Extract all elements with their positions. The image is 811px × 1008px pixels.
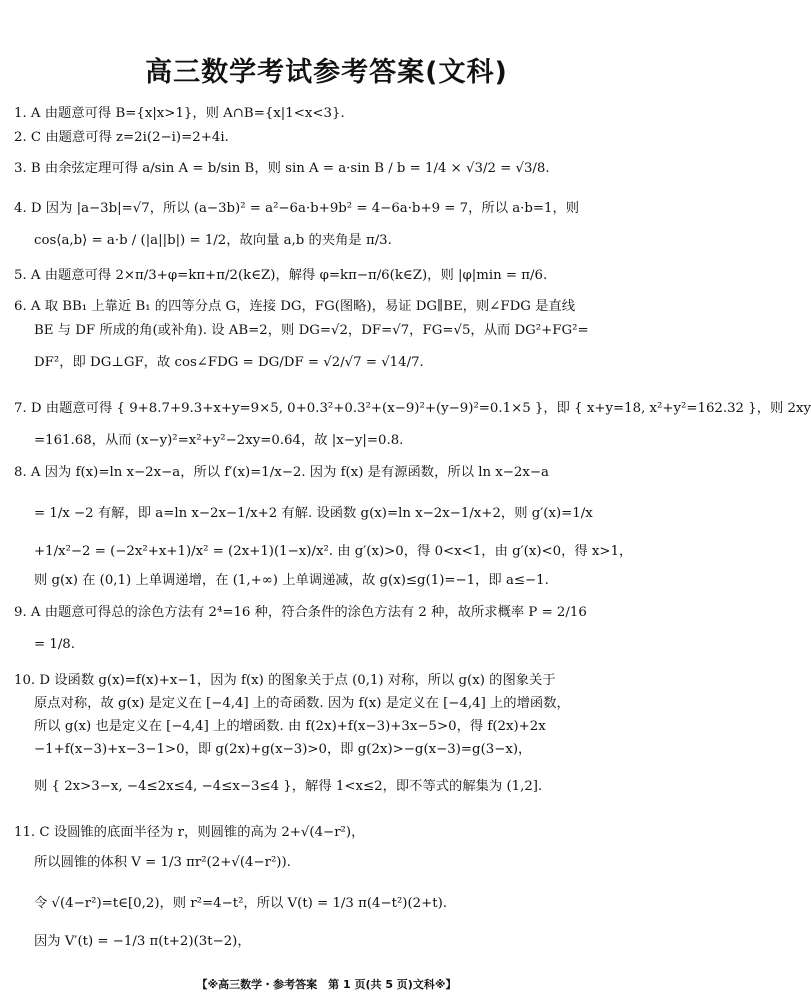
answer-line-q6b: BE 与 DF 所成的角(或补角). 设 AB=2，则 DG=√2，DF=√7，FG=√5，从而 DG²+FG²= [34,323,589,338]
answer-line-q10b: 原点对称，故 g(x) 是定义在 [−4,4] 上的奇函数. 因为 f(x) 是定义在 [−4,4] 上的增函数， [34,696,570,711]
answer-line-q4b: cos⟨a,b⟩ = a·b / (|a||b|) = 1/2，故向量 a,b 的夹角是 π/3. [34,233,392,248]
answer-line-q1: 1. A 由题意可得 B={x|x>1}，则 A∩B={x|1<x<3}. [14,106,345,121]
answer-line-q11c: 令 √(4−r²)=t∈[0,2)，则 r²=4−t²，所以 V(t) = 1/3 π(4−t²)(2+t). [34,896,448,911]
page-footer: 【※高三数学・参考答案 第 1 页(共 5 页)文科※】 [196,978,457,991]
answer-line-q9b: = 1/8. [34,637,75,652]
answer-line-q10d: −1+f(x−3)+x−3−1>0，即 g(2x)+g(x−3)>0，即 g(2x)>−g(x−3)=g(3−x)， [34,742,532,757]
answer-line-q11a: 11. C 设圆锥的底面半径为 r，则圆锥的高为 2+√(4−r²)， [14,825,365,840]
answer-line-q6a: 6. A 取 BB₁ 上靠近 B₁ 的四等分点 G，连接 DG，FG(图略)，易证 DG∥BE，则∠FDG 是直线 [14,299,576,314]
answer-line-q10e: 则 { 2x>3−x, −4≤2x≤4, −4≤x−3≤4 }，解得 1<x≤2，即不等式的解集为 (1,2]. [34,779,543,794]
answer-line-q7b: =161.68，从而 (x−y)²=x²+y²−2xy=0.64，故 |x−y|=0.8. [34,433,404,448]
answer-line-q10a: 10. D 设函数 g(x)=f(x)+x−1，因为 f(x) 的图象关于点 (0,1) 对称，所以 g(x) 的图象关于 [14,673,556,688]
answer-line-q8c: +1/x²−2 = (−2x²+x+1)/x² = (2x+1)(1−x)/x². 由 g′(x)>0，得 0<x<1，由 g′(x)<0，得 x>1， [34,544,633,559]
answer-line-q4a: 4. D 因为 |a−3b|=√7，所以 (a−3b)² = a²−6a·b+9b² = 4−6a·b+9 = 7，所以 a·b=1，则 [14,201,580,216]
answer-line-q6c: DF²，即 DG⊥GF，故 cos∠FDG = DG/DF = √2/√7 = √14/7. [34,355,424,370]
answer-line-q8b: = 1/x −2 有解，即 a=ln x−2x−1/x+2 有解. 设函数 g(x)=ln x−2x−1/x+2，则 g′(x)=1/x [34,506,593,521]
answer-line-q7a: 7. D 由题意可得 { 9+8.7+9.3+x+y=9×5, 0+0.3²+0.3²+(x−9)²+(y−9)²=0.1×5 }，即 { x+y=18, x²+y²=162.32 }，则 2xy [14,401,811,416]
page-title: 高三数学考试参考答案(文科) [145,57,508,88]
answer-line-q9a: 9. A 由题意可得总的涂色方法有 2⁴=16 种，符合条件的涂色方法有 2 种，故所求概率 P = 2/16 [14,605,587,620]
answer-line-q8d: 则 g(x) 在 (0,1) 上单调递增，在 (1,+∞) 上单调递减，故 g(x)≤g(1)=−1，即 a≤−1. [34,573,549,588]
answer-line-q11d: 因为 V′(t) = −1/3 π(t+2)(3t−2)， [34,934,251,949]
answer-line-q10c: 所以 g(x) 也是定义在 [−4,4] 上的增函数. 由 f(2x)+f(x−3)+3x−5>0，得 f(2x)+2x [34,719,546,734]
answer-line-q11b: 所以圆锥的体积 V = 1/3 πr²(2+√(4−r²)). [34,855,291,870]
answer-line-q3: 3. B 由余弦定理可得 a/sin A = b/sin B，则 sin A = a·sin B / b = 1/4 × √3/2 = √3/8. [14,161,550,176]
answer-line-q5: 5. A 由题意可得 2×π/3+φ=kπ+π/2(k∈Z)，解得 φ=kπ−π/6(k∈Z)，则 |φ|min = π/6. [14,268,548,283]
answer-line-q8a: 8. A 因为 f(x)=ln x−2x−a，所以 f′(x)=1/x−2. 因为 f(x) 是有源函数，所以 ln x−2x−a [14,465,549,480]
answer-line-q2: 2. C 由题意可得 z=2i(2−i)=2+4i. [14,130,229,145]
